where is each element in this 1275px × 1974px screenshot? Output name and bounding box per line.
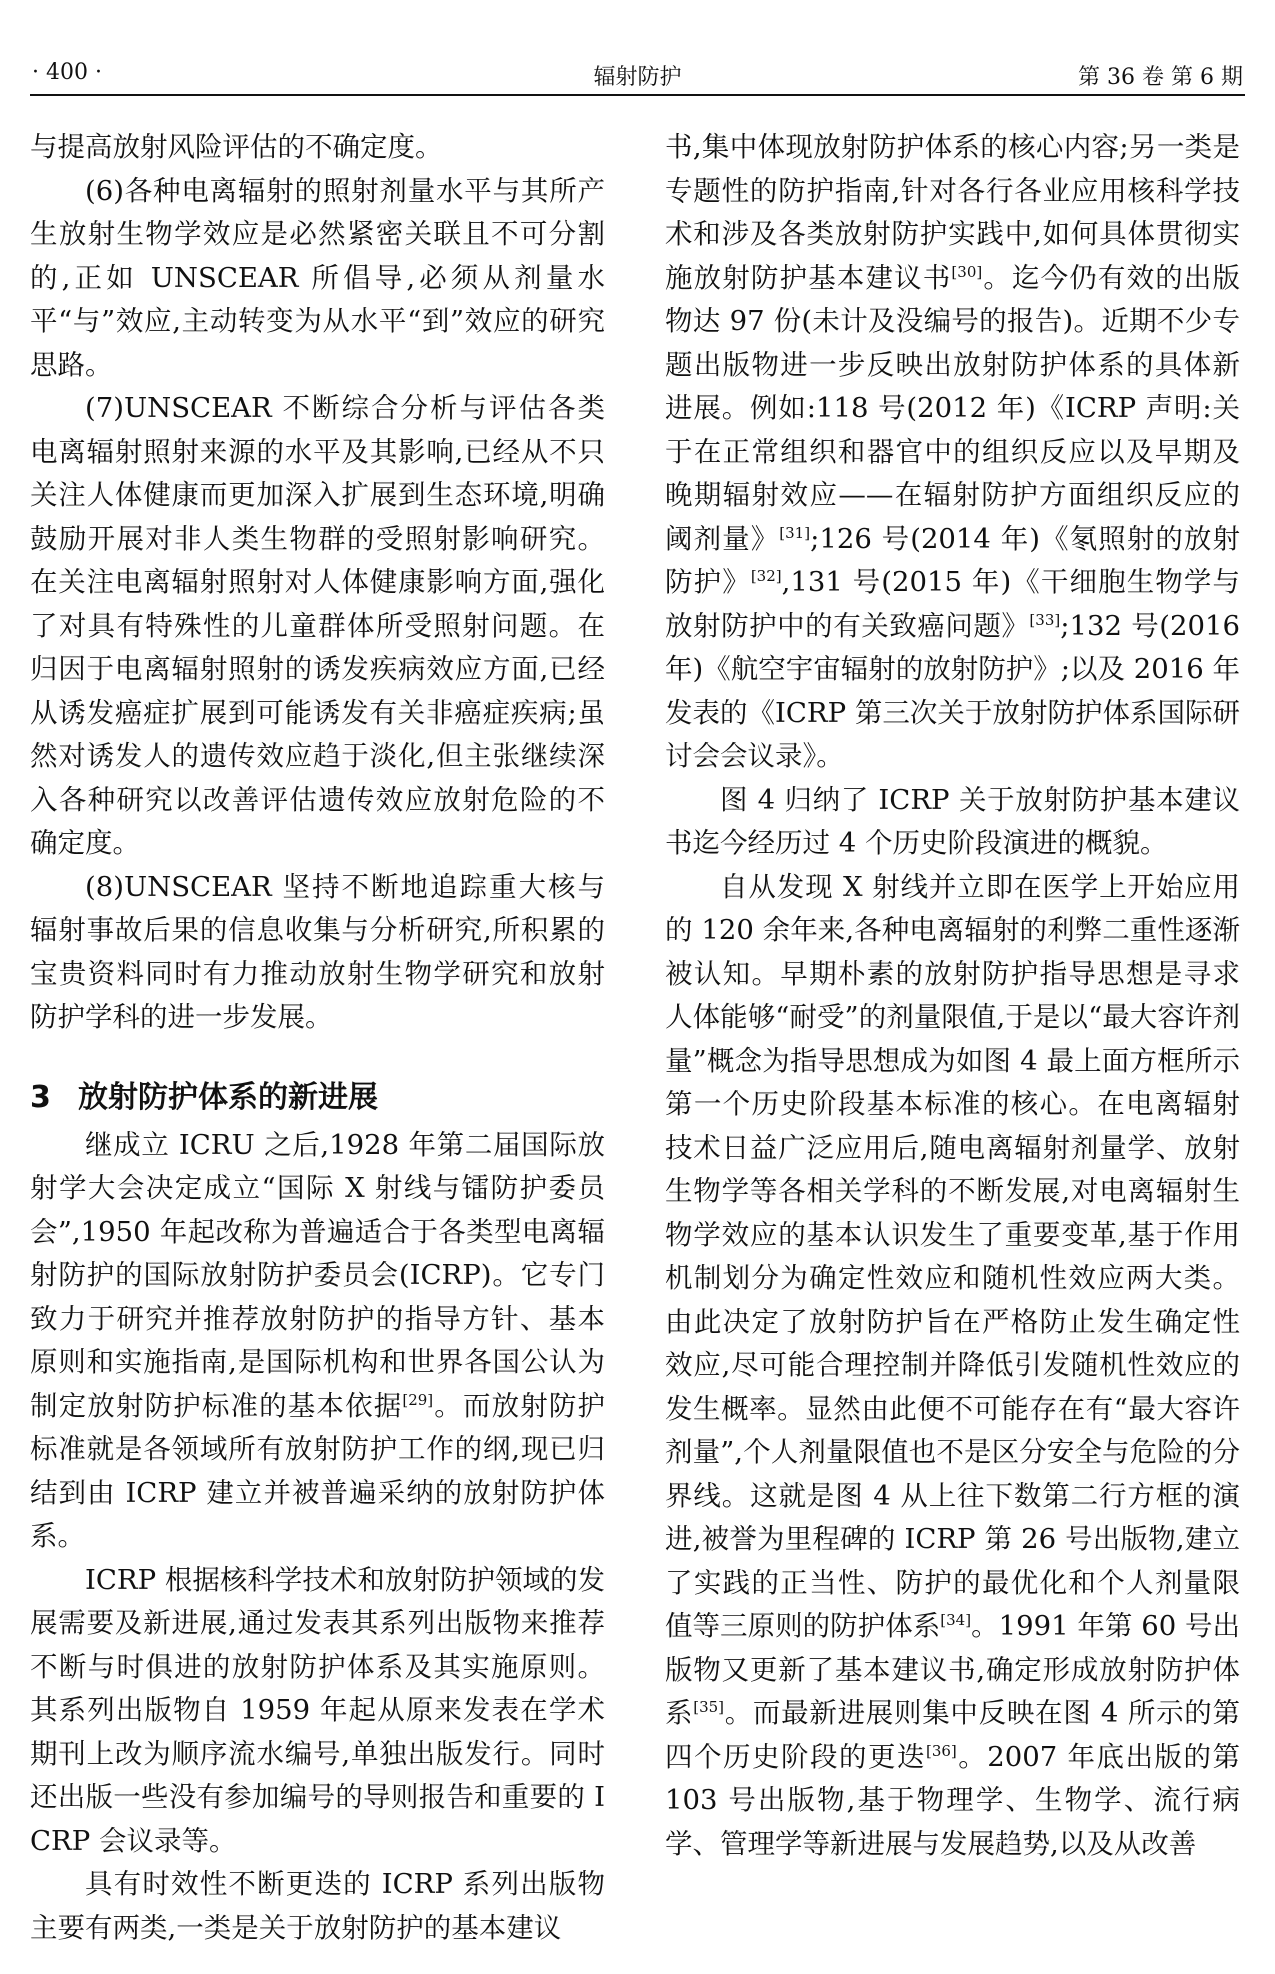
- paragraph-text: 书,集中体现放射防护体系的核心内容;另一类是专题性的防护指南,针对各行各业应用核科学技术和涉及各类放射防护实践中,如何具体贯彻实施放射防护基本建议书: [665, 131, 1240, 294]
- paragraph-text: 自从发现 X 射线并立即在医学上开始应用的 120 余年来,各种电离辐射的利弊二重性逐渐被认知。早期朴素的放射防护指导思想是寻求人体能够“耐受”的剂量限值,于是以“最大容许剂量”概念为指导思想成为如图 4 最上面方框所示第一个历史阶段基本标准的核心。在电离辐射技术日益广泛应用后,随电离辐射剂量学、放射生物学等各相关学科的不断发展,对电离辐射生物学效应的基本认识发生了重要变革,基于作用机制划分为确定性效应和随机性效应两大类。由此决定了放射防护旨在严格防止发生确定性效应,尽可能合理控制并降低引发随机性效应的发生概率。显然由此便不可能存在有“最大容许剂量”,个人剂量限值也不是区分安全与危险的分界线。这就是图 4 从上往下数第二行方框的演进,被誉为里程碑的 ICRP 第 26 号出版物,建立了实践的正当性、防护的最优化和个人剂量限值等三原则的防护体系: [665, 870, 1240, 1642]
- paragraph: (7)UNSCEAR 不断综合分析与评估各类电离辐射照射来源的水平及其影响,已经从不只关注人体健康而更加深入扩展到生态环境,明确鼓励开展对非人类生物群的受照射影响研究。在关注电离辐射照射对人体健康影响方面,强化了对具有特殊性的儿童群体所受照射问题。在归因于电离辐射照射的诱发疾病效应方面,已经从诱发癌症扩展到可能诱发有关非癌症疾病;虽然对诱发人的遗传效应趋于淡化,但主张继续深入各种研究以改善评估遗传效应放射危险的不确定度。: [30, 392, 605, 859]
- citation: [36]: [925, 1741, 957, 1760]
- section-title: 放射防护体系的新进展: [78, 1079, 378, 1115]
- paragraph-text: 。迄今仍有效的出版物达 97 份(未计及没编号的报告)。近期不少专题出版物进一步反映出放射防护体系的具体新进展。例如:118 号(2012 年)《ICRP 声明:关于在正常组织和器官中的组织反应以及早期及晚期辐射效应——在辐射防护方面组织反应的阈剂量》: [665, 261, 1240, 555]
- page-number: · 400 ·: [32, 60, 102, 85]
- section-number: 3: [30, 1079, 51, 1115]
- citation: [33]: [1029, 610, 1061, 629]
- paragraph: (6)各种电离辐射的照射剂量水平与其所产生放射生物学效应是必然紧密关联且不可分割的,正如 UNSCEAR 所倡导,必须从剂量水平“与”效应,主动转变为从水平“到”效应的研究思路。: [30, 174, 605, 381]
- paragraph-text: 继成立 ICRU 之后,1928 年第二届国际放射学大会决定成立“国际 X 射线与镭防护委员会”,1950 年起改称为普遍适合于各类型电离辐射防护的国际放射防护委员会(ICRP)。它专门致力于研究并推荐放射防护的指导方针、基本原则和实施指南,是国际机构和世界各国公认为制定放射防护标准的基本依据: [30, 1128, 605, 1422]
- paragraph-text: 。1991 年第 60 号出版物又更新了基本建议书,确定形成放射防护体系: [665, 1610, 1241, 1729]
- paragraph-text: 。而放射防护标准就是各领域所有放射防护工作的纲,现已归结到由 ICRP 建立并被普遍采纳的放射防护体系。: [30, 1389, 606, 1552]
- paragraph-text: ,131 号(2015 年)《干细胞生物学与放射防护中的有关致癌问题》: [665, 566, 1241, 642]
- journal-title: 辐射防护: [593, 65, 682, 90]
- paragraph-text: 。而最新进展则集中反映在图 4 所示的第四个历史阶段的更迭: [665, 1697, 1241, 1773]
- running-header: [30, 54, 1245, 96]
- paragraph: [665, 126, 1240, 779]
- volume-issue: 第 36 卷 第 6 期: [1078, 65, 1243, 90]
- paragraph: 具有时效性不断更迭的 ICRP 系列出版物主要有两类,一类是关于放射防护的基本建议: [30, 1868, 605, 1944]
- citation: [29]: [402, 1390, 434, 1409]
- right-column: [665, 126, 1240, 1866]
- paragraph: [30, 1124, 605, 1559]
- section-heading: [30, 1076, 605, 1120]
- citation: [34]: [940, 1610, 972, 1629]
- paragraph-text: ;132 号(2016 年)《航空宇宙辐射的放射防护》;以及 2016 年发表的《ICRP 第三次关于放射防护体系国际研讨会会议录》。: [665, 609, 1240, 772]
- citation: [31]: [779, 523, 811, 542]
- citation: [30]: [951, 262, 983, 281]
- paragraph: (8)UNSCEAR 坚持不断地追踪重大核与辐射事故后果的信息收集与分析研究,所积累的宝贵资料同时有力推动放射生物学研究和放射防护学科的进一步发展。: [30, 870, 605, 1033]
- paragraph: [665, 866, 1240, 1867]
- citation: [35]: [693, 1697, 725, 1716]
- paragraph-text: ;126 号(2014 年)《氡照射的放射防护》: [665, 522, 1241, 598]
- paragraph: 图 4 归纳了 ICRP 关于放射防护基本建议书迄今经历过 4 个历史阶段演进的概貌。: [665, 783, 1240, 859]
- left-column: [30, 126, 605, 1950]
- paragraph: 与提高放射风险评估的不确定度。: [30, 131, 443, 163]
- citation: [32]: [750, 566, 782, 585]
- paragraph-text: 。2007 年底出版的第 103 号出版物,基于物理学、生物学、流行病学、管理学等新进展与发展趋势,以及从改善: [665, 1740, 1240, 1860]
- paragraph: ICRP 根据核科学技术和放射防护领域的发展需要及新进展,通过发表其系列出版物来推荐不断与时俱进的放射防护体系及其实施原则。其系列出版物自 1959 年起从原来发表在学术期刊上改为顺序流水编号,单独出版发行。同时还出版一些没有参加编号的导则报告和重要的 ICRP 会议录等。: [30, 1563, 605, 1857]
